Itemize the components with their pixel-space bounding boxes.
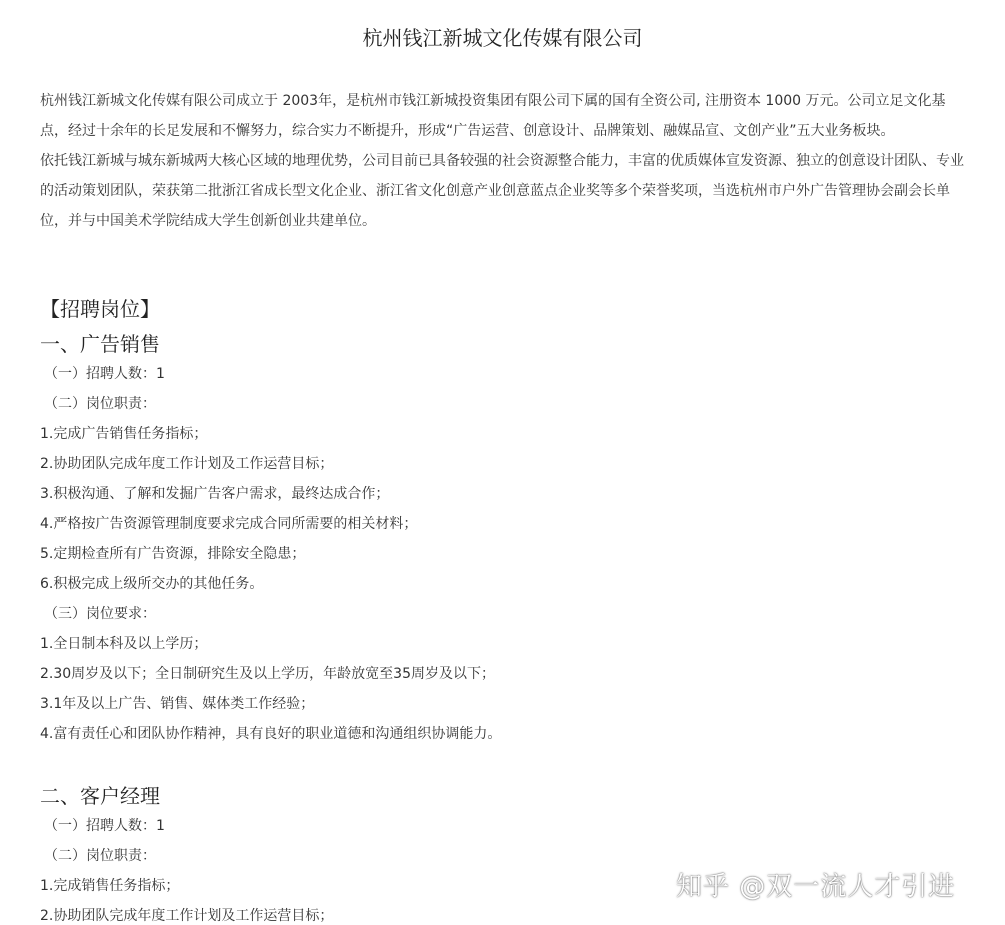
account-manager-line: 2.协助团队完成年度工作计划及工作运营目标； (40, 908, 334, 924)
ad-sales-line: 1.完成广告销售任务指标； (40, 426, 208, 442)
ad-sales-line: （三）岗位要求： (44, 606, 156, 622)
recruit-heading: 【招聘岗位】 (40, 297, 160, 321)
ad-sales-line: 4.富有责任心和团队协作精神，具有良好的职业道德和沟通组织协调能力。 (40, 726, 502, 742)
ad-sales-line: 6.积极完成上级所交办的其他任务。 (40, 576, 264, 592)
account-manager-line: （二）岗位职责： (44, 848, 156, 864)
ad-sales-line: 4.严格按广告资源管理制度要求完成合同所需要的相关材料； (40, 516, 418, 532)
ad-sales-line: 2.30周岁及以下；全日制研究生及以上学历，年龄放宽至35周岁及以下； (40, 666, 495, 682)
account-manager-line: 1.完成销售任务指标； (40, 878, 180, 894)
page-title: 杭州钱江新城文化传媒有限公司 (362, 26, 643, 50)
ad-sales-line: 2.协助团队完成年度工作计划及工作运营目标； (40, 456, 334, 472)
ad-sales-line: 3.积极沟通、了解和发掘广告客户需求，最终达成合作； (40, 486, 390, 502)
section-heading-account-manager: 二、客户经理 (40, 784, 160, 808)
zhihu-watermark: 知乎 @双一流人才引进 (676, 872, 956, 902)
ad-sales-line: （二）岗位职责： (44, 396, 156, 412)
section-heading-ad-sales: 一、广告销售 (40, 332, 160, 356)
ad-sales-line: （一）招聘人数：1 (44, 366, 165, 382)
ad-sales-line: 3.1年及以上广告、销售、媒体类工作经验； (40, 696, 315, 712)
company-intro (40, 86, 965, 236)
intro-paragraph-1: 杭州钱江新城文化传媒有限公司成立于 2003年，是杭州市钱江新城投资集团有限公司下属的国有全资公司, 注册资本 1000 万元。公司立足文化基点，经过十余年的长足发展和不懈努力，综合实力不断提升，形成“广告运营、创意设计、品牌策划、融媒品宣、文创产业”五大业务板块。 (40, 93, 946, 139)
ad-sales-line: 5.定期检查所有广告资源，排除安全隐患； (40, 546, 306, 562)
intro-paragraph-2: 依托钱江新城与城东新城两大核心区域的地理优势，公司目前已具备较强的社会资源整合能力，丰富的优质媒体宣发资源、独立的创意设计团队、专业的活动策划团队，荣获第二批浙江省成长型文化企业、浙江省文化创意产业创意蓝点企业奖等多个荣誉奖项，当选杭州市户外广告管理协会副会长单位，并与中国美术学院结成大学生创新创业共建单位。 (40, 153, 964, 229)
ad-sales-line: 1.全日制本科及以上学历； (40, 636, 208, 652)
account-manager-line: （一）招聘人数：1 (44, 818, 165, 834)
